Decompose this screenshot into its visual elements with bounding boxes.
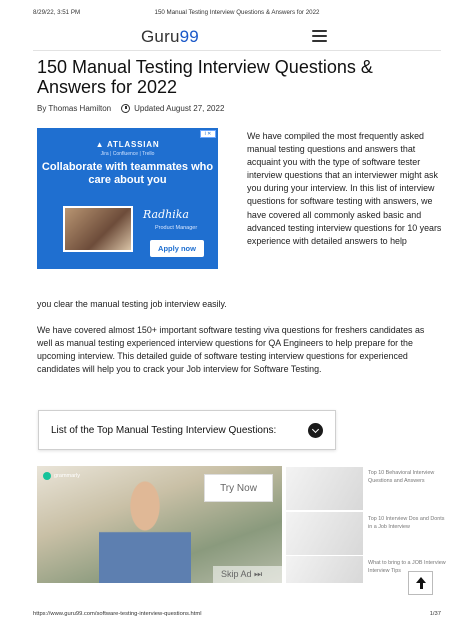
second-paragraph: We have covered almost 150+ important software testing viva questions for freshers candidates as well as manual testing experienced interview questions for QA Engineers to help prepare for the upcoming interview. This detailed guide of software testing interview questions for experienced candidates will help you to crack your Job interview for Software Testing. [37, 325, 425, 375]
related-title[interactable]: What to bring to a JOB Interview Interview Tips [368, 560, 446, 575]
related-thumbnail [286, 467, 363, 510]
print-url: https://www.guru99.com/software-testing-interview-questions.html [33, 611, 202, 617]
logo-number: 99 [179, 27, 199, 46]
ad-products: Jira | Confluence | Trello [100, 151, 155, 157]
chevron-down-icon[interactable] [308, 423, 323, 438]
header-divider [33, 50, 441, 51]
article-meta [37, 104, 224, 113]
hamburger-menu-icon[interactable] [312, 30, 327, 42]
atlassian-logo-icon: ▲ [95, 140, 108, 149]
print-datetime: 8/29/22, 3:51 PM [33, 9, 81, 16]
ad-photo [63, 206, 133, 252]
site-logo[interactable] [141, 27, 199, 47]
author[interactable]: By Thomas Hamilton [37, 104, 112, 113]
ad-role: Product Manager [155, 225, 198, 231]
grammarly-logo: grammarly [43, 472, 80, 480]
related-title[interactable]: Top 10 Behavioral Interview Questions and Answers [368, 470, 435, 485]
updated-date: Updated August 27, 2022 [134, 104, 225, 113]
grammarly-icon [43, 472, 51, 480]
toc-label: List of the Top Manual Testing Interview Questions: [51, 424, 277, 436]
print-header [0, 9, 474, 21]
scroll-to-top-arrow-icon[interactable] [408, 571, 433, 595]
intro-paragraph-tail: you clear the manual testing job interview easily. [37, 299, 227, 309]
try-now-button[interactable]: Try Now [204, 474, 273, 502]
article-title: 150 Manual Testing Interview Questions & Answers for 2022 [37, 57, 373, 97]
print-doc-title: 150 Manual Testing Interview Questions & Answers for 2022 [154, 9, 320, 16]
skip-ad-button[interactable]: Skip Ad ⏭ [213, 566, 282, 583]
related-thumbnail [286, 512, 363, 555]
apply-now-button[interactable]: Apply now [150, 240, 204, 257]
ad-brand: ▲ ATLASSIAN [95, 140, 160, 149]
logo-text: Guru [141, 27, 180, 46]
video-ad[interactable] [37, 466, 282, 583]
ad-signature: Radhika [143, 208, 189, 221]
related-title[interactable]: Top 10 Interview Dos and Donts in a Job Interview [368, 516, 445, 531]
atlassian-ad[interactable] [37, 128, 218, 269]
related-thumbnail [286, 556, 363, 583]
print-page-number: 1/37 [429, 611, 441, 617]
toc-toggle[interactable] [38, 410, 336, 450]
video-person [99, 476, 191, 583]
ad-headline: Collaborate with teammates who care about you [41, 161, 214, 186]
intro-paragraph: We have compiled the most frequently asked manual testing questions and answers that acquaint you with the type of software tester interview questions that an interviewer might ask you during your interview. In this list of interview questions for software testing with answers, we have covered all commonly asked basic and advanced testing interview questions for 10 years experience with detailed answers to help [247, 131, 442, 246]
clock-icon [121, 104, 130, 113]
adchoices-icon[interactable]: i ✕ [200, 130, 216, 138]
